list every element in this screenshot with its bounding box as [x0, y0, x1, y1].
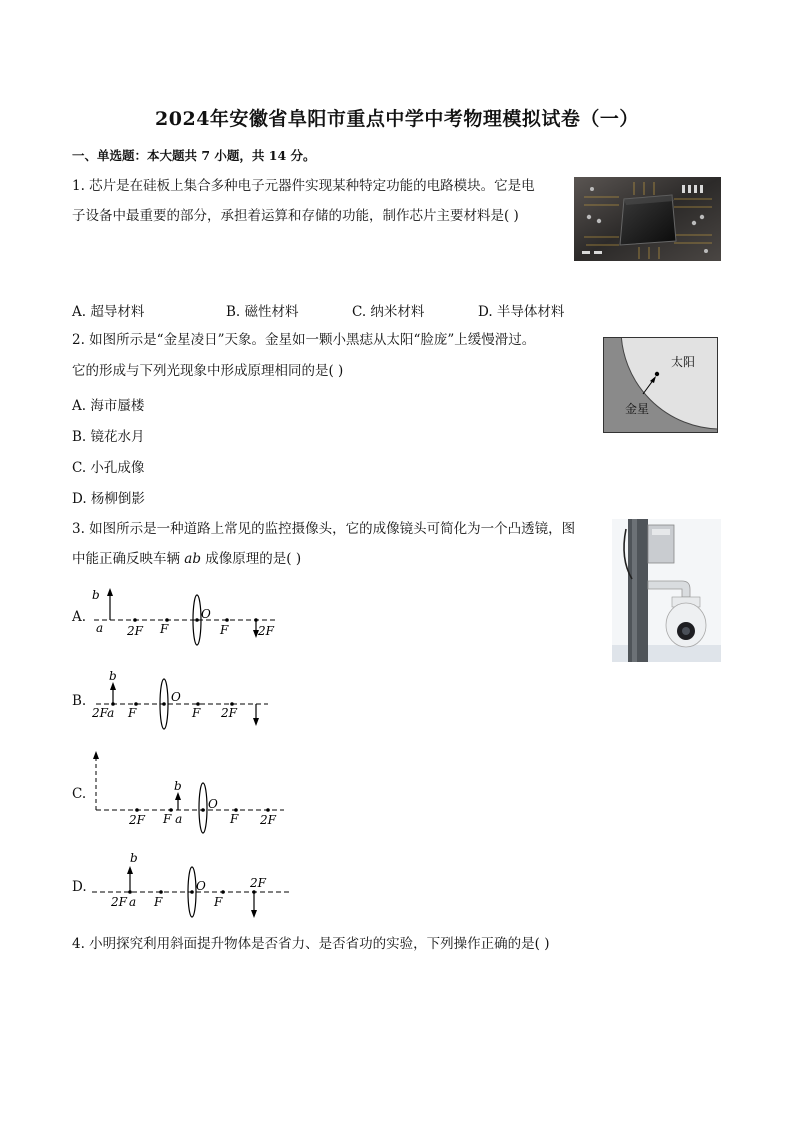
svg-text:a: a	[96, 621, 104, 635]
q2-line2: 它的形成与下列光现象中形成原理相同的是( )	[72, 363, 344, 379]
q3-option-c-label: C.	[72, 786, 87, 802]
svg-text:2F: 2F	[221, 706, 237, 720]
svg-text:F: F	[214, 895, 223, 909]
svg-text:b: b	[109, 669, 117, 683]
q3-line2: 中能正确反映车辆 ab 成像原理的是( )	[72, 551, 302, 567]
svg-text:O: O	[201, 607, 211, 621]
svg-text:b: b	[174, 779, 182, 793]
chip-photo	[574, 177, 721, 261]
venus-transit-figure	[603, 337, 718, 433]
q3-diagram-a	[86, 584, 286, 646]
q3-diagram-d	[86, 848, 296, 920]
q2-line1: 2. 如图所示是“金星凌日”天象。金星如一颗小黑痣从太阳“脸庞”上缓慢滑过。	[72, 332, 536, 348]
svg-text:O: O	[171, 690, 181, 704]
q1-line1: 1. 芯片是在硅板上集合多种电子元器件实现某种特定功能的电路模块。它是电	[72, 178, 535, 194]
q4-line1: 4. 小明探究利用斜面提升物体是否省力、是否省功的实验，下列操作正确的是( )	[72, 936, 550, 952]
q2-option-d: D. 杨柳倒影	[72, 491, 145, 507]
q2-option-b: B. 镜花水月	[72, 429, 145, 445]
svg-text:F: F	[230, 812, 239, 826]
q3-option-b-label: B.	[72, 693, 87, 709]
camera-photo	[612, 519, 721, 662]
venus-label: 金星	[625, 402, 650, 416]
q3-diagram-b	[86, 666, 286, 732]
svg-text:F: F	[154, 895, 163, 909]
svg-text:F: F	[128, 706, 137, 720]
svg-text:2F: 2F	[127, 624, 143, 638]
svg-text:F: F	[220, 623, 229, 637]
svg-text:2Fa: 2Fa	[92, 706, 115, 720]
q1-option-c: C. 纳米材料	[352, 304, 425, 320]
q3-vehicle-ab: ab	[184, 551, 201, 567]
sun-label: 太阳	[671, 355, 696, 369]
q1-line2: 子设备中最重要的部分，承担着运算和存储的功能，制作芯片主要材料是( )	[72, 208, 519, 224]
q1-option-d: D. 半导体材料	[478, 304, 565, 320]
svg-text:F a: F a	[163, 812, 183, 826]
q2-option-c: C. 小孔成像	[72, 460, 145, 476]
q2-option-a: A. 海市蜃楼	[72, 398, 145, 414]
q1-option-b: B. 磁性材料	[226, 304, 299, 320]
svg-text:2F: 2F	[129, 813, 145, 827]
svg-text:b: b	[92, 588, 100, 602]
svg-text:a: a	[129, 895, 137, 909]
svg-text:2F: 2F	[258, 624, 274, 638]
svg-text:b: b	[130, 851, 138, 865]
svg-text:F: F	[160, 622, 169, 636]
section-heading: 一、单选题：本大题共 7 小题，共 14 分。	[72, 148, 316, 163]
svg-text:O: O	[196, 879, 206, 893]
q3-option-a-label: A.	[72, 609, 87, 625]
page-title: 2024年安徽省阜阳市重点中学中考物理模拟试卷（一）	[155, 108, 639, 130]
svg-text:O: O	[208, 797, 218, 811]
q3-line1: 3. 如图所示是一种道路上常见的监控摄像头，它的成像镜头可简化为一个凸透镜，图	[72, 521, 576, 537]
svg-text:2F: 2F	[250, 876, 266, 890]
svg-text:2F: 2F	[111, 895, 127, 909]
q3-option-d-label: D.	[72, 879, 87, 895]
svg-text:F: F	[192, 706, 201, 720]
q1-option-a: A. 超导材料	[72, 304, 145, 320]
svg-text:2F: 2F	[260, 813, 276, 827]
q3-diagram-c	[86, 746, 286, 836]
venus-dot	[655, 372, 659, 376]
